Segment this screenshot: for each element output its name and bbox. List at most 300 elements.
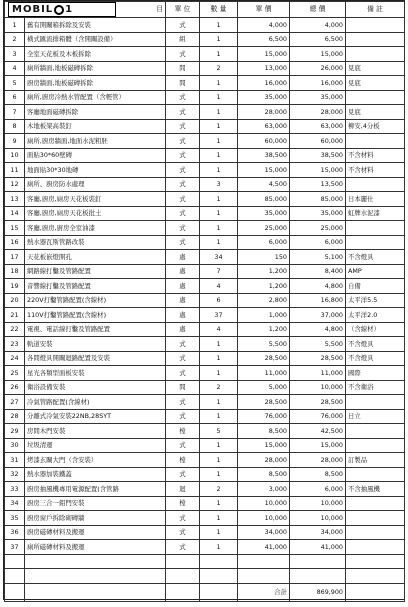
cell-note: 不含燈具 xyxy=(346,351,405,366)
cell-qty: 2 xyxy=(200,482,238,497)
table-row xyxy=(5,511,405,526)
cell-qty: 1 xyxy=(200,351,238,366)
cell-qty: 7 xyxy=(200,264,238,279)
table-row xyxy=(5,438,405,453)
cell-qty: 1 xyxy=(200,221,238,236)
table-row xyxy=(5,47,405,62)
cell-total: 6,500 xyxy=(290,32,346,47)
cell-unit: 式 xyxy=(166,148,200,163)
cell-total: 4,800 xyxy=(290,322,346,337)
cell-qty: 1 xyxy=(200,337,238,352)
cell-price: 28,000 xyxy=(238,105,290,120)
cell-total: 8,400 xyxy=(290,264,346,279)
cell-price: 76,000 xyxy=(238,409,290,424)
cell-unit: 式 xyxy=(166,177,200,192)
cell-price: 10,000 xyxy=(238,496,290,511)
cell-total: 4,800 xyxy=(290,279,346,294)
cell-unit: 處 xyxy=(166,322,200,337)
cell-note xyxy=(346,424,405,439)
header-note: 備 註 xyxy=(346,2,405,18)
cell-note: 柳安,4分板 xyxy=(346,119,405,134)
cell-no: 12 xyxy=(5,177,25,192)
cell-no: 36 xyxy=(5,525,25,540)
cell-item: 廚房磁磚材料及搬運 xyxy=(25,525,166,540)
cell-no: 31 xyxy=(5,453,25,468)
cell-total: 26,000 xyxy=(290,61,346,76)
cell-note xyxy=(346,525,405,540)
cell-qty: 1 xyxy=(200,409,238,424)
cell-unit: 式 xyxy=(166,525,200,540)
cell-item: 廁所,廚房牆面,地面水泥粗胚 xyxy=(25,134,166,149)
cell-item: 廚房窗戶拆除砌磚牆 xyxy=(25,511,166,526)
cell-price: 1,200 xyxy=(238,322,290,337)
cell-no: 19 xyxy=(5,279,25,294)
cell-total: 34,000 xyxy=(290,525,346,540)
cell-item: 廁所磁磚材料及搬運 xyxy=(25,540,166,555)
cell-total: 37,000 xyxy=(290,308,346,323)
table-row xyxy=(5,206,405,221)
table-row xyxy=(5,322,405,337)
cell-item: 各間燈具開關迴路配置及安裝 xyxy=(25,351,166,366)
cell-item: 天花板嵌燈開孔 xyxy=(25,250,166,265)
cell-unit: 間 xyxy=(166,380,200,395)
table-row xyxy=(5,163,405,178)
table-row xyxy=(5,467,405,482)
cell-no: 29 xyxy=(5,424,25,439)
cell-qty: 2 xyxy=(200,61,238,76)
cell-no: 20 xyxy=(5,293,25,308)
cell-note: 見底 xyxy=(346,105,405,120)
cell-price: 5,500 xyxy=(238,337,290,352)
cell-qty: 1 xyxy=(200,467,238,482)
table-row xyxy=(5,453,405,468)
cell-no: 4 xyxy=(5,61,25,76)
table-row xyxy=(5,540,405,555)
quotation-table xyxy=(4,1,405,602)
cell-item: 220V打鑿管路配置(含線材) xyxy=(25,293,166,308)
mobile01-logo: MOB IL 1 xyxy=(8,2,116,17)
table-row xyxy=(5,134,405,149)
cell-total: 41,000 xyxy=(290,540,346,555)
cell-note: 虹牌水泥漆 xyxy=(346,206,405,221)
cell-no: 10 xyxy=(5,148,25,163)
table-row xyxy=(5,192,405,207)
table-row xyxy=(5,177,405,192)
blank-row xyxy=(5,554,405,569)
blank-row xyxy=(5,569,405,584)
table-row xyxy=(5,119,405,134)
cell-unit: 處 xyxy=(166,293,200,308)
cell-item: 客廳,廚房,廁房天花板裝釘 xyxy=(25,192,166,207)
cell-qty: 2 xyxy=(200,380,238,395)
cell-qty: 1 xyxy=(200,511,238,526)
header-item: 目 xyxy=(25,2,166,18)
cell-unit: 式 xyxy=(166,366,200,381)
cell-no: 35 xyxy=(5,511,25,526)
table-row xyxy=(5,424,405,439)
cell-price: 13,000 xyxy=(238,61,290,76)
cell-unit: 處 xyxy=(166,250,200,265)
cell-unit: 式 xyxy=(166,438,200,453)
cell-price: 6,500 xyxy=(238,32,290,47)
cell-price: 28,500 xyxy=(238,351,290,366)
cell-total: 10,000 xyxy=(290,511,346,526)
cell-note: 太平洋5.5 xyxy=(346,293,405,308)
cell-qty: 1 xyxy=(200,76,238,91)
cell-note xyxy=(346,221,405,236)
cell-unit: 式 xyxy=(166,163,200,178)
cell-no: 23 xyxy=(5,337,25,352)
cell-price: 6,000 xyxy=(238,235,290,250)
cell-price: 1,200 xyxy=(238,279,290,294)
cell-total: 28,500 xyxy=(290,395,346,410)
cell-qty: 1 xyxy=(200,525,238,540)
cell-item: 星光各類型面板安裝 xyxy=(25,366,166,381)
cell-unit: 組 xyxy=(166,32,200,47)
cell-unit: 式 xyxy=(166,119,200,134)
table-row xyxy=(5,148,405,163)
header-unit: 單 位 xyxy=(166,2,200,18)
cell-qty: 1 xyxy=(200,47,238,62)
cell-total: 16,000 xyxy=(290,76,346,91)
cell-unit: 迴 xyxy=(166,482,200,497)
cell-unit: 式 xyxy=(166,467,200,482)
cell-price: 16,000 xyxy=(238,76,290,91)
cell-item: 房間木門安裝 xyxy=(25,424,166,439)
cell-note xyxy=(346,511,405,526)
cell-note: 日立 xyxy=(346,409,405,424)
cell-note: 不含燈具 xyxy=(346,250,405,265)
cell-qty: 1 xyxy=(200,366,238,381)
cell-unit: 式 xyxy=(166,18,200,33)
cell-unit: 式 xyxy=(166,105,200,120)
cell-no: 26 xyxy=(5,380,25,395)
cell-qty: 3 xyxy=(200,177,238,192)
cell-note: 不含材料 xyxy=(346,163,405,178)
cell-no: 24 xyxy=(5,351,25,366)
cell-no: 27 xyxy=(5,395,25,410)
cell-total: 28,000 xyxy=(290,453,346,468)
cell-total: 11,000 xyxy=(290,366,346,381)
cell-item: 全室天花板及木板拆除 xyxy=(25,47,166,62)
cell-qty: 1 xyxy=(200,453,238,468)
cell-qty: 1 xyxy=(200,32,238,47)
table-row xyxy=(5,366,405,381)
cell-unit: 樘 xyxy=(166,496,200,511)
cell-item: 分離式冷氣安裝22NB,28SYT xyxy=(25,409,166,424)
cell-price: 34,000 xyxy=(238,525,290,540)
cell-note: AMP xyxy=(346,264,405,279)
cell-note xyxy=(346,47,405,62)
table-row xyxy=(5,395,405,410)
cell-unit: 式 xyxy=(166,221,200,236)
cell-no: 30 xyxy=(5,438,25,453)
cell-item: 熱水器瓦斯管路改裝 xyxy=(25,235,166,250)
cell-unit: 處 xyxy=(166,308,200,323)
cell-price: 28,000 xyxy=(238,453,290,468)
total-row xyxy=(5,583,405,601)
cell-price: 35,000 xyxy=(238,206,290,221)
cell-qty: 1 xyxy=(200,206,238,221)
cell-price: 25,000 xyxy=(238,221,290,236)
cell-item: 地面貼30*30地磚 xyxy=(25,163,166,178)
cell-qty: 5 xyxy=(200,424,238,439)
cell-unit: 式 xyxy=(166,337,200,352)
cell-qty: 37 xyxy=(200,308,238,323)
cell-note: 日本麗仕 xyxy=(346,192,405,207)
cell-note xyxy=(346,496,405,511)
cell-note xyxy=(346,177,405,192)
table-row xyxy=(5,409,405,424)
cell-unit: 處 xyxy=(166,264,200,279)
cell-note xyxy=(346,540,405,555)
cell-item: 110V打鑿管路配置(含線材) xyxy=(25,308,166,323)
cell-price: 4,500 xyxy=(238,177,290,192)
cell-unit: 式 xyxy=(166,90,200,105)
cell-item: 網路線打鑿及管路配置 xyxy=(25,264,166,279)
cell-total: 8,500 xyxy=(290,467,346,482)
cell-qty: 1 xyxy=(200,90,238,105)
cell-qty: 1 xyxy=(200,496,238,511)
table-row xyxy=(5,76,405,91)
cell-no: 15 xyxy=(5,221,25,236)
table-row xyxy=(5,482,405,497)
cell-price: 15,000 xyxy=(238,163,290,178)
cell-note xyxy=(346,134,405,149)
cell-item: 音響線打鑿及管路配置 xyxy=(25,279,166,294)
cell-item: 烤漆玄關大門（含安裝） xyxy=(25,453,166,468)
cell-price: 1,000 xyxy=(238,308,290,323)
cell-qty: 1 xyxy=(200,438,238,453)
cell-total: 35,000 xyxy=(290,90,346,105)
cell-price: 8,500 xyxy=(238,467,290,482)
cell-unit: 式 xyxy=(166,511,200,526)
cell-no: 33 xyxy=(5,482,25,497)
cell-total: 10,000 xyxy=(290,380,346,395)
cell-no: 32 xyxy=(5,467,25,482)
cell-no: 8 xyxy=(5,119,25,134)
cell-item: 電視、電話線打鑿及管路配置 xyxy=(25,322,166,337)
cell-note: 不含燈具 xyxy=(346,337,405,352)
cell-item: 熱水器加裝鐵蓋 xyxy=(25,467,166,482)
cell-unit: 式 xyxy=(166,395,200,410)
cell-price: 38,500 xyxy=(238,148,290,163)
cell-qty: 1 xyxy=(200,395,238,410)
table-row xyxy=(5,351,405,366)
cell-unit: 式 xyxy=(166,235,200,250)
cell-qty: 1 xyxy=(200,105,238,120)
cell-price: 28,500 xyxy=(238,395,290,410)
table-row xyxy=(5,380,405,395)
cell-price: 3,000 xyxy=(238,482,290,497)
cell-unit: 式 xyxy=(166,540,200,555)
table-row xyxy=(5,235,405,250)
cell-note: 太平洋2.0 xyxy=(346,308,405,323)
cell-total: 15,000 xyxy=(290,47,346,62)
table-row xyxy=(5,250,405,265)
cell-price: 85,000 xyxy=(238,192,290,207)
table-row xyxy=(5,337,405,352)
cell-item: 廁所、廚房防水處理 xyxy=(25,177,166,192)
cell-total: 5,100 xyxy=(290,250,346,265)
table-row xyxy=(5,18,405,33)
cell-unit: 式 xyxy=(166,351,200,366)
table-row xyxy=(5,293,405,308)
cell-qty: 4 xyxy=(200,322,238,337)
cell-price: 5,000 xyxy=(238,380,290,395)
cell-total: 6,000 xyxy=(290,235,346,250)
cell-note: 訂製品 xyxy=(346,453,405,468)
cell-note: 不含抽風機 xyxy=(346,482,405,497)
cell-no: 9 xyxy=(5,134,25,149)
cell-total: 10,000 xyxy=(290,496,346,511)
cell-total: 60,000 xyxy=(290,134,346,149)
cell-item: 垃圾清運 xyxy=(25,438,166,453)
cell-no: 16 xyxy=(5,235,25,250)
cell-qty: 1 xyxy=(200,134,238,149)
cell-price: 41,000 xyxy=(238,540,290,555)
cell-no: 22 xyxy=(5,322,25,337)
table-row xyxy=(5,279,405,294)
cell-total: 15,000 xyxy=(290,438,346,453)
cell-item: 面貼30*60壁磚 xyxy=(25,148,166,163)
cell-qty: 1 xyxy=(200,148,238,163)
cell-total: 42,500 xyxy=(290,424,346,439)
cell-item: 舊有開關箱拆除及安裝 xyxy=(25,18,166,33)
header-price: 單 價 xyxy=(238,2,290,18)
cell-item: 橫式匯流排箱體（含開關設備） xyxy=(25,32,166,47)
table-row xyxy=(5,221,405,236)
cell-item: 廁所,廚房冷熱水管配置（含輕管） xyxy=(25,90,166,105)
cell-qty: 4 xyxy=(200,279,238,294)
cell-total: 28,500 xyxy=(290,351,346,366)
cell-price: 2,800 xyxy=(238,293,290,308)
cell-note xyxy=(346,90,405,105)
cell-note: 見底 xyxy=(346,76,405,91)
cell-no: 6 xyxy=(5,90,25,105)
cell-unit: 式 xyxy=(166,409,200,424)
cell-price: 11,000 xyxy=(238,366,290,381)
table-row xyxy=(5,61,405,76)
cell-qty: 6 xyxy=(200,293,238,308)
cell-no: 25 xyxy=(5,366,25,381)
cell-price: 15,000 xyxy=(238,438,290,453)
table-row xyxy=(5,308,405,323)
total-label: 合計 xyxy=(238,583,290,601)
cell-unit: 式 xyxy=(166,47,200,62)
cell-item: 木地板架高裝釘 xyxy=(25,119,166,134)
cell-total: 16,800 xyxy=(290,293,346,308)
cell-total: 15,000 xyxy=(290,163,346,178)
cell-qty: 34 xyxy=(200,250,238,265)
cell-note xyxy=(346,235,405,250)
cell-qty: 1 xyxy=(200,18,238,33)
header-total: 總 價 xyxy=(290,2,346,18)
cell-price: 63,000 xyxy=(238,119,290,134)
cell-note xyxy=(346,18,405,33)
cell-total: 4,000 xyxy=(290,18,346,33)
cell-total: 38,500 xyxy=(290,148,346,163)
cell-total: 85,000 xyxy=(290,192,346,207)
cell-price: 10,000 xyxy=(238,511,290,526)
header-qty: 數 量 xyxy=(200,2,238,18)
cell-unit: 處 xyxy=(166,279,200,294)
cell-no: 17 xyxy=(5,250,25,265)
quotation-sheet xyxy=(3,0,405,600)
cell-price: 15,000 xyxy=(238,47,290,62)
table-row xyxy=(5,32,405,47)
cell-total: 6,000 xyxy=(290,482,346,497)
cell-item: 廚房抽風機專用電源配置(含管路 xyxy=(25,482,166,497)
cell-note: 見底 xyxy=(346,61,405,76)
cell-item: 客廳地面磁磚拆除 xyxy=(25,105,166,120)
cell-total: 35,000 xyxy=(290,206,346,221)
cell-qty: 1 xyxy=(200,192,238,207)
cell-unit: 間 xyxy=(166,76,200,91)
cell-price: 60,000 xyxy=(238,134,290,149)
cell-unit: 樘 xyxy=(166,453,200,468)
cell-item: 廁所牆面,地板磁磚拆除 xyxy=(25,61,166,76)
table-row xyxy=(5,525,405,540)
cell-price: 35,000 xyxy=(238,90,290,105)
cell-note: （含線材） xyxy=(346,322,405,337)
cell-note: 自備 xyxy=(346,279,405,294)
cell-no: 11 xyxy=(5,163,25,178)
cell-no: 18 xyxy=(5,264,25,279)
cell-total: 76,000 xyxy=(290,409,346,424)
cell-price: 4,000 xyxy=(238,18,290,33)
cell-qty: 1 xyxy=(200,540,238,555)
table-row xyxy=(5,264,405,279)
cell-unit: 間 xyxy=(166,61,200,76)
cell-qty: 1 xyxy=(200,163,238,178)
cell-qty: 1 xyxy=(200,119,238,134)
cell-no: 13 xyxy=(5,192,25,207)
cell-total: 13,500 xyxy=(290,177,346,192)
cell-note xyxy=(346,395,405,410)
cell-total: 28,000 xyxy=(290,105,346,120)
cell-price: 150 xyxy=(238,250,290,265)
cell-no: 3 xyxy=(5,47,25,62)
cell-item: 廚房三合一鋁門安裝 xyxy=(25,496,166,511)
cell-no: 1 xyxy=(5,18,25,33)
cell-item: 客廳,廚房,廁房天花板批土 xyxy=(25,206,166,221)
table-row xyxy=(5,496,405,511)
cell-item: 廚房牆面,地板磁磚拆除 xyxy=(25,76,166,91)
cell-unit: 樘 xyxy=(166,424,200,439)
cell-note: 不含材料 xyxy=(346,148,405,163)
cell-note xyxy=(346,32,405,47)
cell-item: 冷氣管路配置(含線材) xyxy=(25,395,166,410)
cell-no: 21 xyxy=(5,308,25,323)
cell-total: 25,000 xyxy=(290,221,346,236)
total-value: 869,900 xyxy=(290,583,346,601)
cell-unit: 式 xyxy=(166,134,200,149)
cell-note xyxy=(346,467,405,482)
cell-note: 不含衛浴 xyxy=(346,380,405,395)
cell-unit: 式 xyxy=(166,206,200,221)
table-row xyxy=(5,90,405,105)
cell-total: 5,500 xyxy=(290,337,346,352)
cell-unit: 式 xyxy=(166,192,200,207)
cell-price: 1,200 xyxy=(238,264,290,279)
cell-no: 2 xyxy=(5,32,25,47)
cell-no: 34 xyxy=(5,496,25,511)
cell-total: 63,000 xyxy=(290,119,346,134)
cell-price: 8,500 xyxy=(238,424,290,439)
cell-item: 客廳,廚房,廚房全室油漆 xyxy=(25,221,166,236)
cell-no: 37 xyxy=(5,540,25,555)
